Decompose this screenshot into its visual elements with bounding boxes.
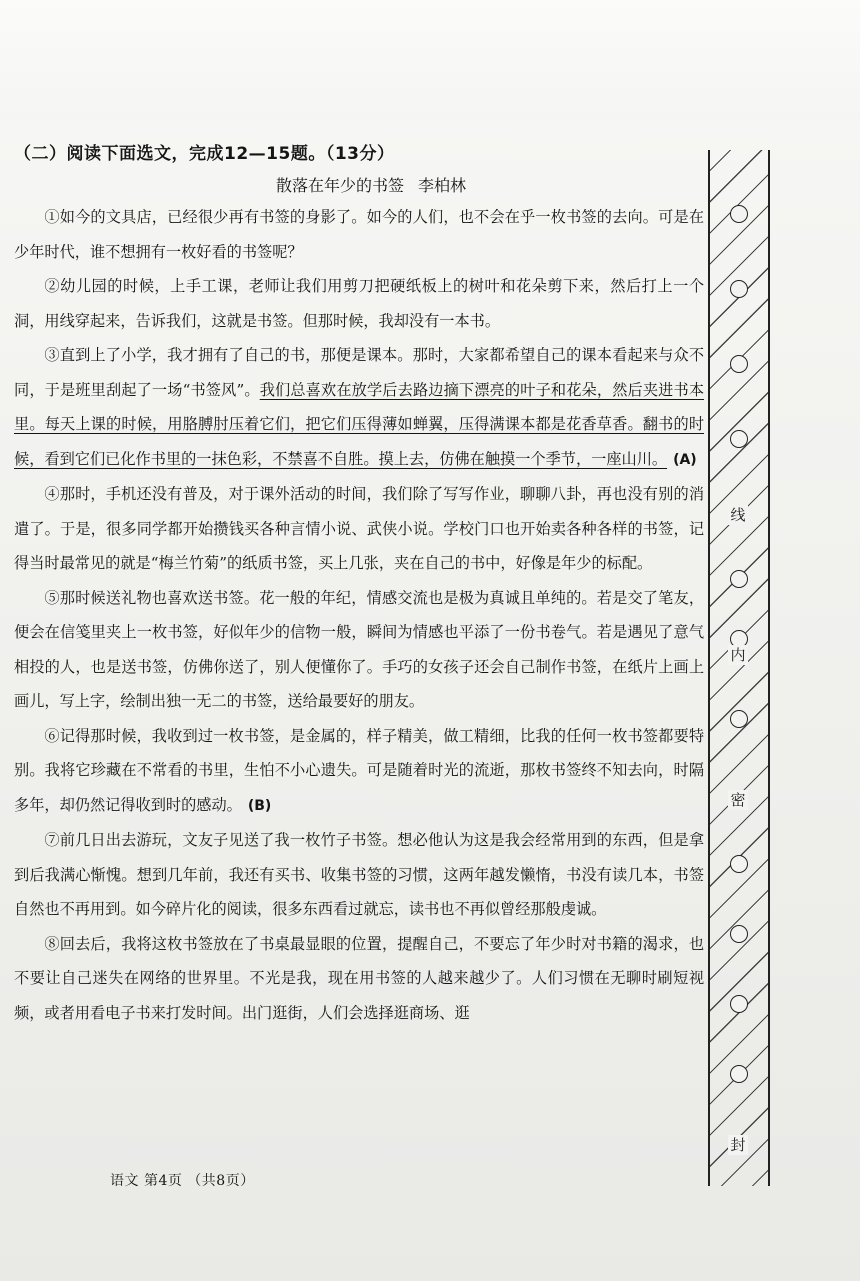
binding-hole-icon bbox=[730, 855, 748, 873]
binding-char-3: 密 bbox=[728, 790, 748, 810]
binding-hole-icon bbox=[730, 355, 748, 373]
marker-a: (A) bbox=[673, 451, 697, 468]
binding-hole-icon bbox=[730, 570, 748, 588]
paragraph-7: ⑦前几日出去游玩，文友子见送了我一枚竹子书签。想必他认为这是我会经常用到的东西，但是拿到后我满心惭愧。想到几年前，我还有买书、收集书签的习惯，这两年越发懒惰，书没有读几本，书签自然也不再用到。如今碎片化的阅读，很多东西看过就忘，读书也不再似曾经那般虔诚。 bbox=[14, 831, 704, 918]
paragraph-5: ⑤那时候送礼物也喜欢送书签。花一般的年纪，情感交流也是极为真诚且单纯的。若是交了笔友，便会在信笺里夹上一枚书签，好似年少的信物一般，瞬间为情感也平添了一份书卷气。若是遇见了意气相投的人，也是送书签，仿佛你送了，别人便懂你了。手巧的女孩子还会自己制作书签，在纸片上画上画儿，写上字，绘制出独一无二的书签，送给最要好的朋友。 bbox=[14, 588, 704, 710]
marker-b: (B) bbox=[247, 797, 272, 814]
scan-margin bbox=[0, 0, 860, 120]
paragraph-8: ⑧回去后，我将这枚书签放在了书桌最显眼的位置，提醒自己，不要忘了年少时对书籍的渴求，也不要让自己迷失在网络的世界里。不光是我，现在用书签的人越来越少了。人们习惯在无聊时刷短视频，或者用看电子书来打发时间。出门逛街，人们会选择逛商场、逛 bbox=[14, 934, 704, 1022]
binding-hole-icon bbox=[730, 430, 748, 448]
binding-hole-icon bbox=[730, 205, 748, 223]
paragraph-3-intro: ③直到上了小学，我才拥有了自己的书，那便是课本。那时，大家都希望自己的课本看起来与众不同，于是班里刮起了一场“书签风”。 bbox=[14, 346, 704, 399]
article-author: 李柏林 bbox=[418, 176, 467, 195]
paragraph-2: ②幼儿园的时候，上手工课，老师让我们用剪刀把硬纸板上的树叶和花朵剪下来，然后打上一个洞，用线穿起来，告诉我们，这就是书签。但那时候，我却没有一本书。 bbox=[14, 277, 704, 330]
binding-hole-icon bbox=[730, 995, 748, 1013]
binding-char-4: 封 bbox=[728, 1135, 748, 1155]
binding-margin bbox=[708, 150, 770, 1186]
page-footer: 语文 第4页 （共8页） bbox=[110, 1173, 255, 1189]
paragraph-1: ①如今的文具店，已经很少再有书签的身影了。如今的人们，也不会在乎一枚书签的去向。可是在少年时代，谁不想拥有一枚好看的书签呢？ bbox=[14, 208, 704, 261]
reading-section bbox=[14, 142, 704, 1030]
article-title: 散落在年少的书签 bbox=[275, 176, 404, 195]
paragraph-6-text: ⑥记得那时候，我收到过一枚书签，是金属的，样子精美，做工精细，比我的任何一枚书签都要特别。我将它珍藏在不常看的书里，生怕不小心遗失。可是随着时光的流逝，那枚书签终不知去向，时隔多年，却仍然记得收到时的感动。 bbox=[14, 726, 704, 814]
binding-hole-icon bbox=[730, 925, 748, 943]
underlined-sentence-a: 我们总喜欢在放学后去路边摘下漂亮的叶子和花朵，然后夹进书本里。每天上课的时候，用胳膊肘压着它们，把它们压得薄如蝉翼，压得满课本都是花香草香。翻书的时候，看到它们已化作书里的一抹色彩，不禁喜不自胜。摸上去，仿佛在触摸一个季节，一座山川。 bbox=[14, 380, 705, 468]
paragraph-6 bbox=[14, 719, 704, 824]
section-heading: （二）阅读下面选文，完成12—15题。（13分） bbox=[14, 144, 395, 164]
binding-hole-icon bbox=[730, 1065, 748, 1083]
binding-char-1: 线 bbox=[728, 505, 748, 525]
binding-hole-icon bbox=[730, 710, 748, 728]
paragraph-3 bbox=[14, 338, 704, 477]
article-title-line bbox=[14, 172, 704, 200]
paragraph-4: ④那时，手机还没有普及，对于课外活动的时间，我们除了写写作业，聊聊八卦，再也没有别的消遣了。于是，很多同学都开始攒钱买各种言情小说、武侠小说。学校门口也开始卖各种各样的书签，记得当时最常见的就是“梅兰竹菊”的纸质书签，买上几张，夹在自己的书中，好像是年少的标配。 bbox=[14, 485, 704, 572]
binding-char-2: 内 bbox=[728, 645, 748, 665]
binding-hole-icon bbox=[730, 280, 748, 298]
